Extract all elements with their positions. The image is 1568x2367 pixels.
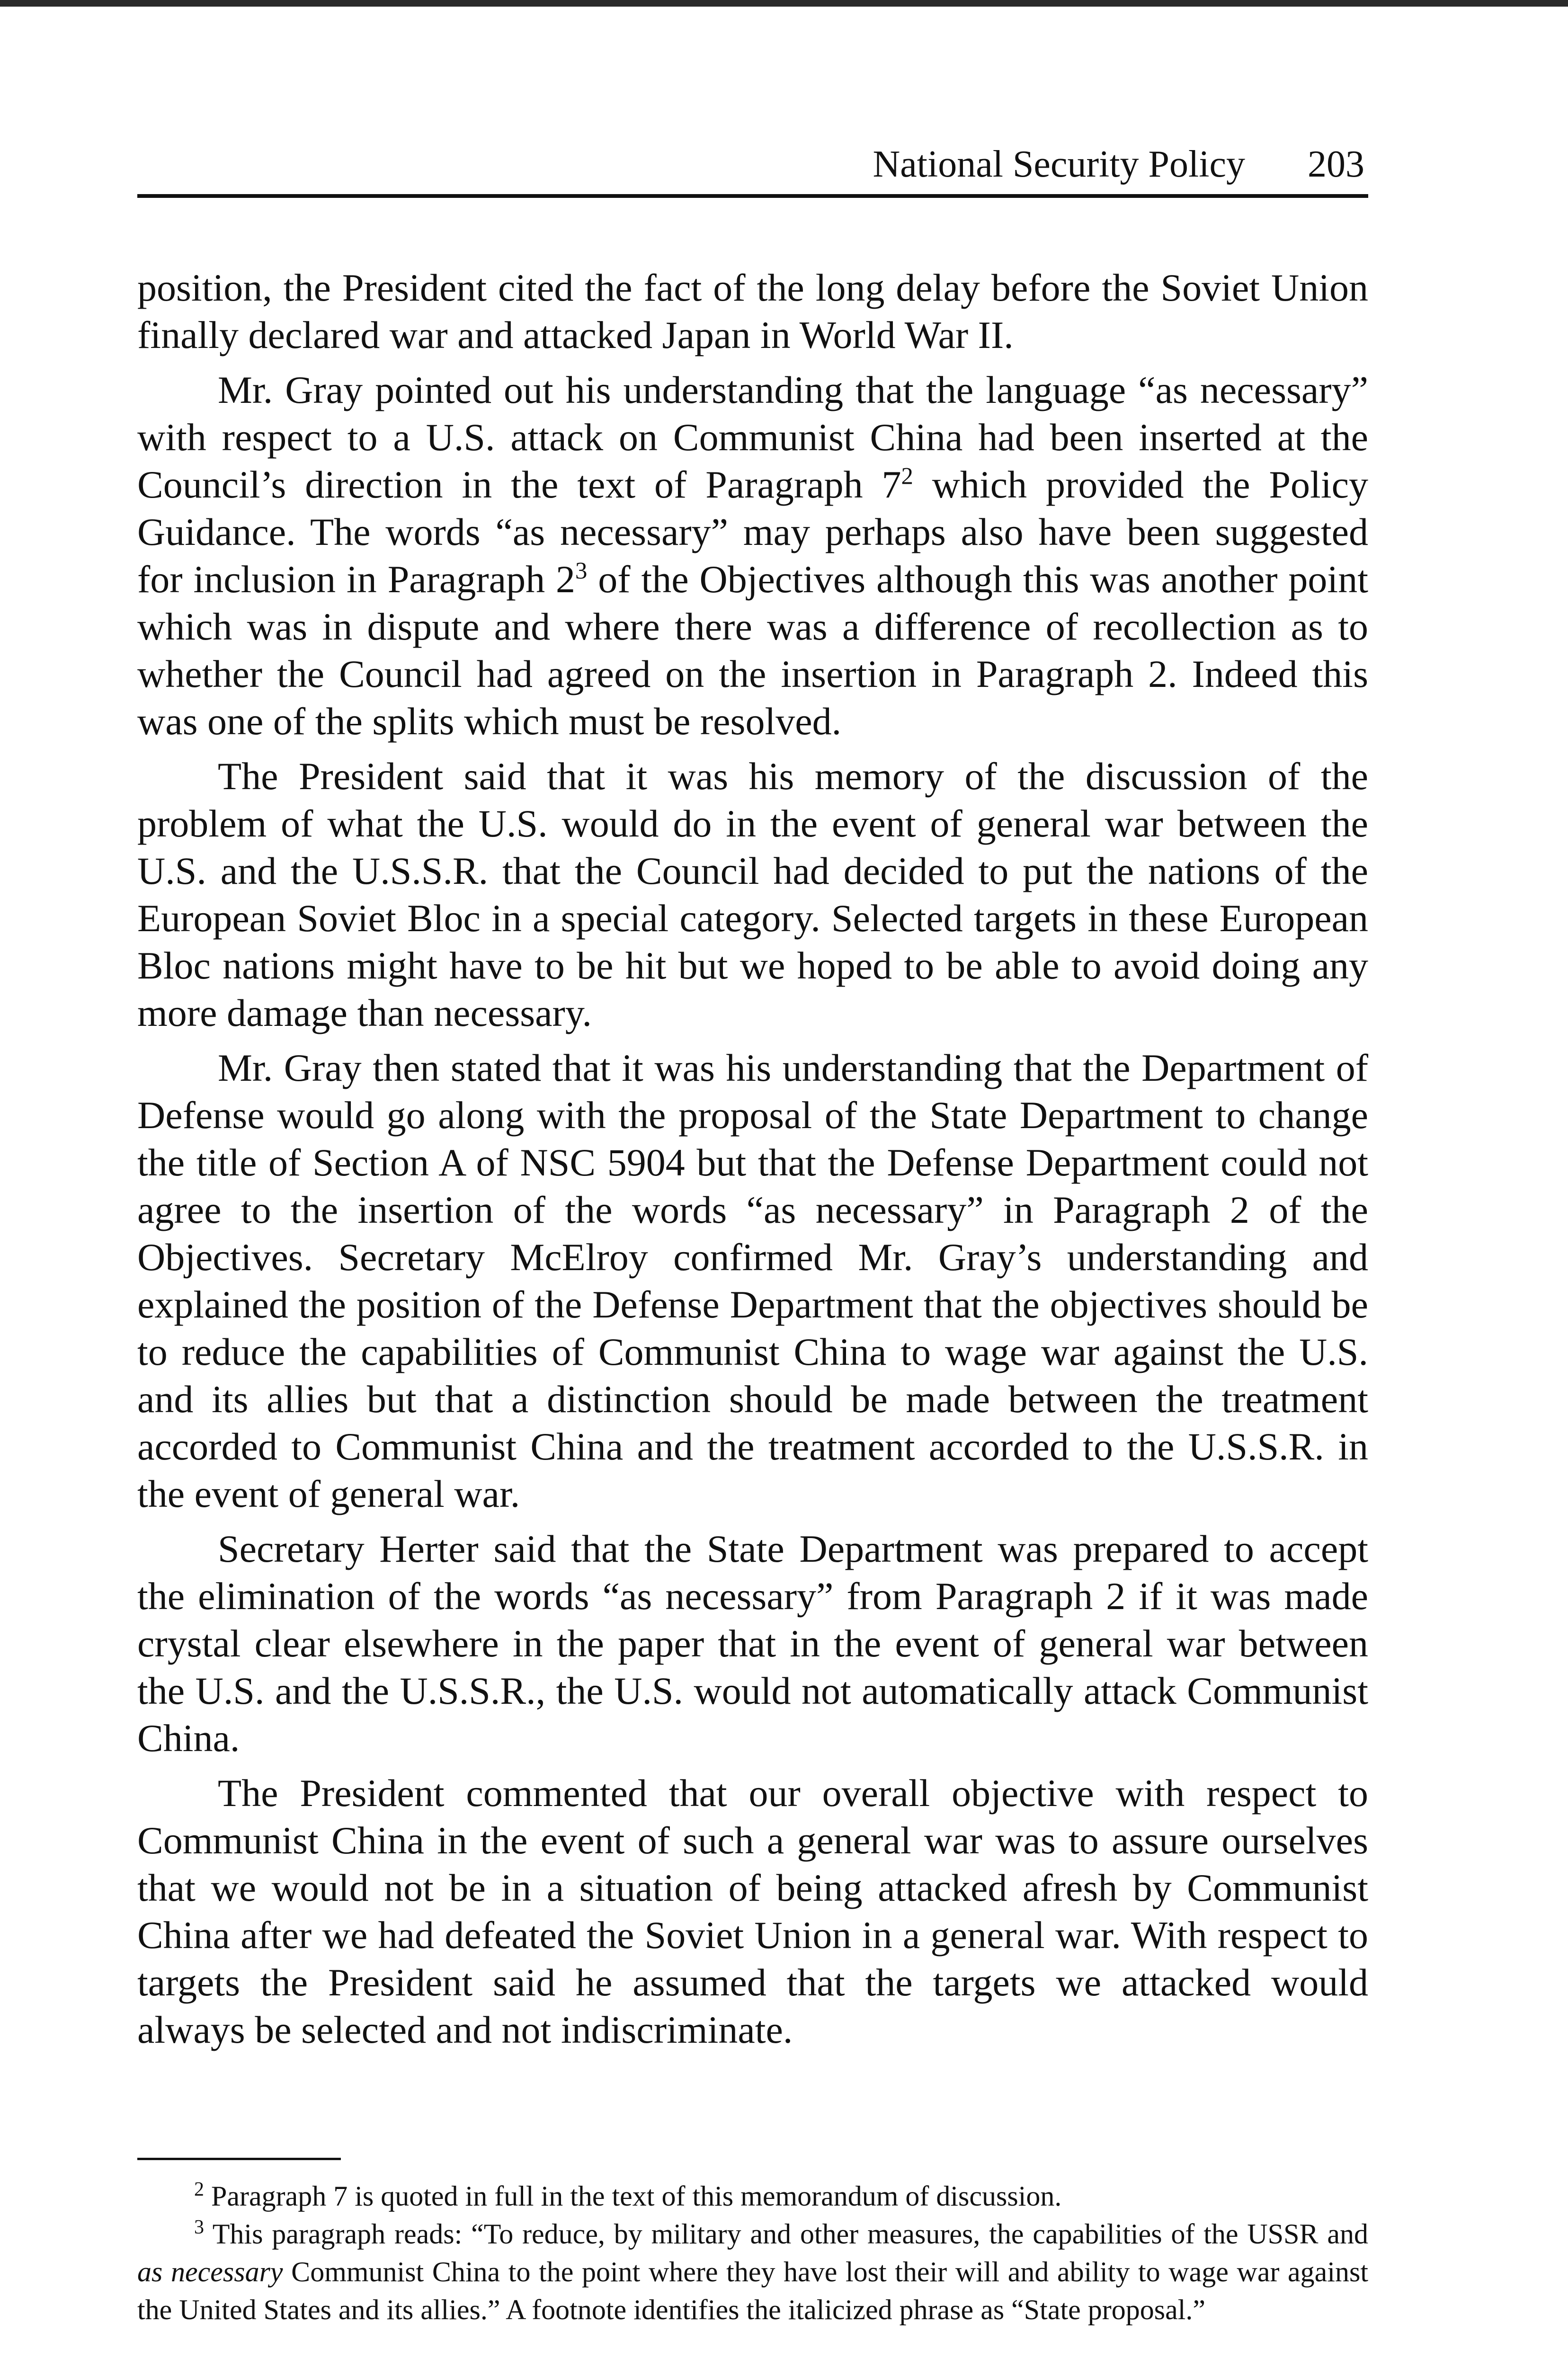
scan-edge xyxy=(0,0,1568,7)
paragraph-1: position, the President cited the fact of the long delay before the Soviet Union finally declared war and attacked Japan in World War II. xyxy=(137,266,1368,356)
paragraph-6: The President commented that our overall objective with respect to Communist China in the event of such a general war was to assure ourselves that we would not be in a situation of being attacked afresh by Communist China after we had defeated the Soviet Union in a general war. With respect to targets the President said he assumed that the targets we attacked would always be selected and not indiscriminate. xyxy=(137,1771,1368,2051)
footnotes xyxy=(137,2177,1368,2329)
body-text xyxy=(137,264,1368,2054)
footnote-3-italic-phrase: as necessary xyxy=(137,2256,283,2287)
running-header xyxy=(137,133,1368,198)
document-page xyxy=(137,133,1368,2329)
footnote-3-text-after: Communist China to the point where they have lost their will and ability to wage war against the United States and its allies.” A footnote identifies the italicized phrase as “State proposal.” xyxy=(137,2256,1369,2325)
page-number: 203 xyxy=(1308,143,1364,185)
paragraph-2 xyxy=(137,366,1368,745)
footnote-3 xyxy=(137,2215,1368,2329)
paragraph-2-part-2: which provided the Policy Guidance. The words “as necessary” may perhaps also have been suggested for inclusion in Paragraph 2 xyxy=(137,463,1369,601)
footnote-3-marker: 3 xyxy=(194,2216,204,2238)
footnote-2 xyxy=(137,2177,1368,2215)
footnote-2-text: Paragraph 7 is quoted in full in the text of this memorandum of discussion. xyxy=(204,2180,1062,2212)
paragraph-3: The President said that it was his memory of the discussion of the problem of what the U.S. would do in the event of general war between the U.S. and the U.S.S.R. that the Council had decided to put the nations of the European Soviet Bloc in a special category. Selected targets in these European Bloc nations might have to be hit but we hoped to be able to avoid doing any more damage than necessary. xyxy=(137,755,1368,1034)
footnote-ref-3: 3 xyxy=(575,557,588,584)
footnote-ref-2: 2 xyxy=(901,463,913,489)
footnote-2-marker: 2 xyxy=(194,2179,204,2200)
running-title: National Security Policy xyxy=(873,143,1245,185)
footnote-3-text-before: This paragraph reads: “To reduce, by military and other measures, the capabilities of the USSR and xyxy=(204,2218,1368,2250)
paragraph-4: Mr. Gray then stated that it was his understanding that the Department of Defense would go along with the proposal of the State Department to change the title of Section A of NSC 5904 but that the Defense Department could not agree to the insertion of the words “as necessary” in Paragraph 2 of the Objectives. Secretary McElroy confirmed Mr. Gray’s understanding and explained the position of the Defense Department that the objectives should be to reduce the capabilities of Communist China to wage war against the U.S. and its allies but that a distinction should be made between the treatment accorded to Communist China and the treatment accorded to the U.S.S.R. in the event of general war. xyxy=(137,1046,1368,1515)
paragraph-5: Secretary Herter said that the State Department was prepared to accept the elimination of the words “as necessary” from Paragraph 2 if it was made crystal clear elsewhere in the paper that in the event of general war between the U.S. and the U.S.S.R., the U.S. would not automatically attack Communist China. xyxy=(137,1527,1368,1760)
footnote-divider xyxy=(137,2158,341,2160)
paragraph-2-part-3: of the Objectives although this was another point which was in dispute and where there was a difference of recollection as to whether the Council had agreed on the insertion in Paragraph 2. Indeed this was one of the splits which must be resolved. xyxy=(137,558,1368,743)
paragraph-2-part-1: Mr. Gray pointed out his understanding that the language “as necessary” with respect to a U.S. attack on Communist China had been inserted at the Council’s direction in the text of Paragraph 7 xyxy=(137,368,1368,506)
